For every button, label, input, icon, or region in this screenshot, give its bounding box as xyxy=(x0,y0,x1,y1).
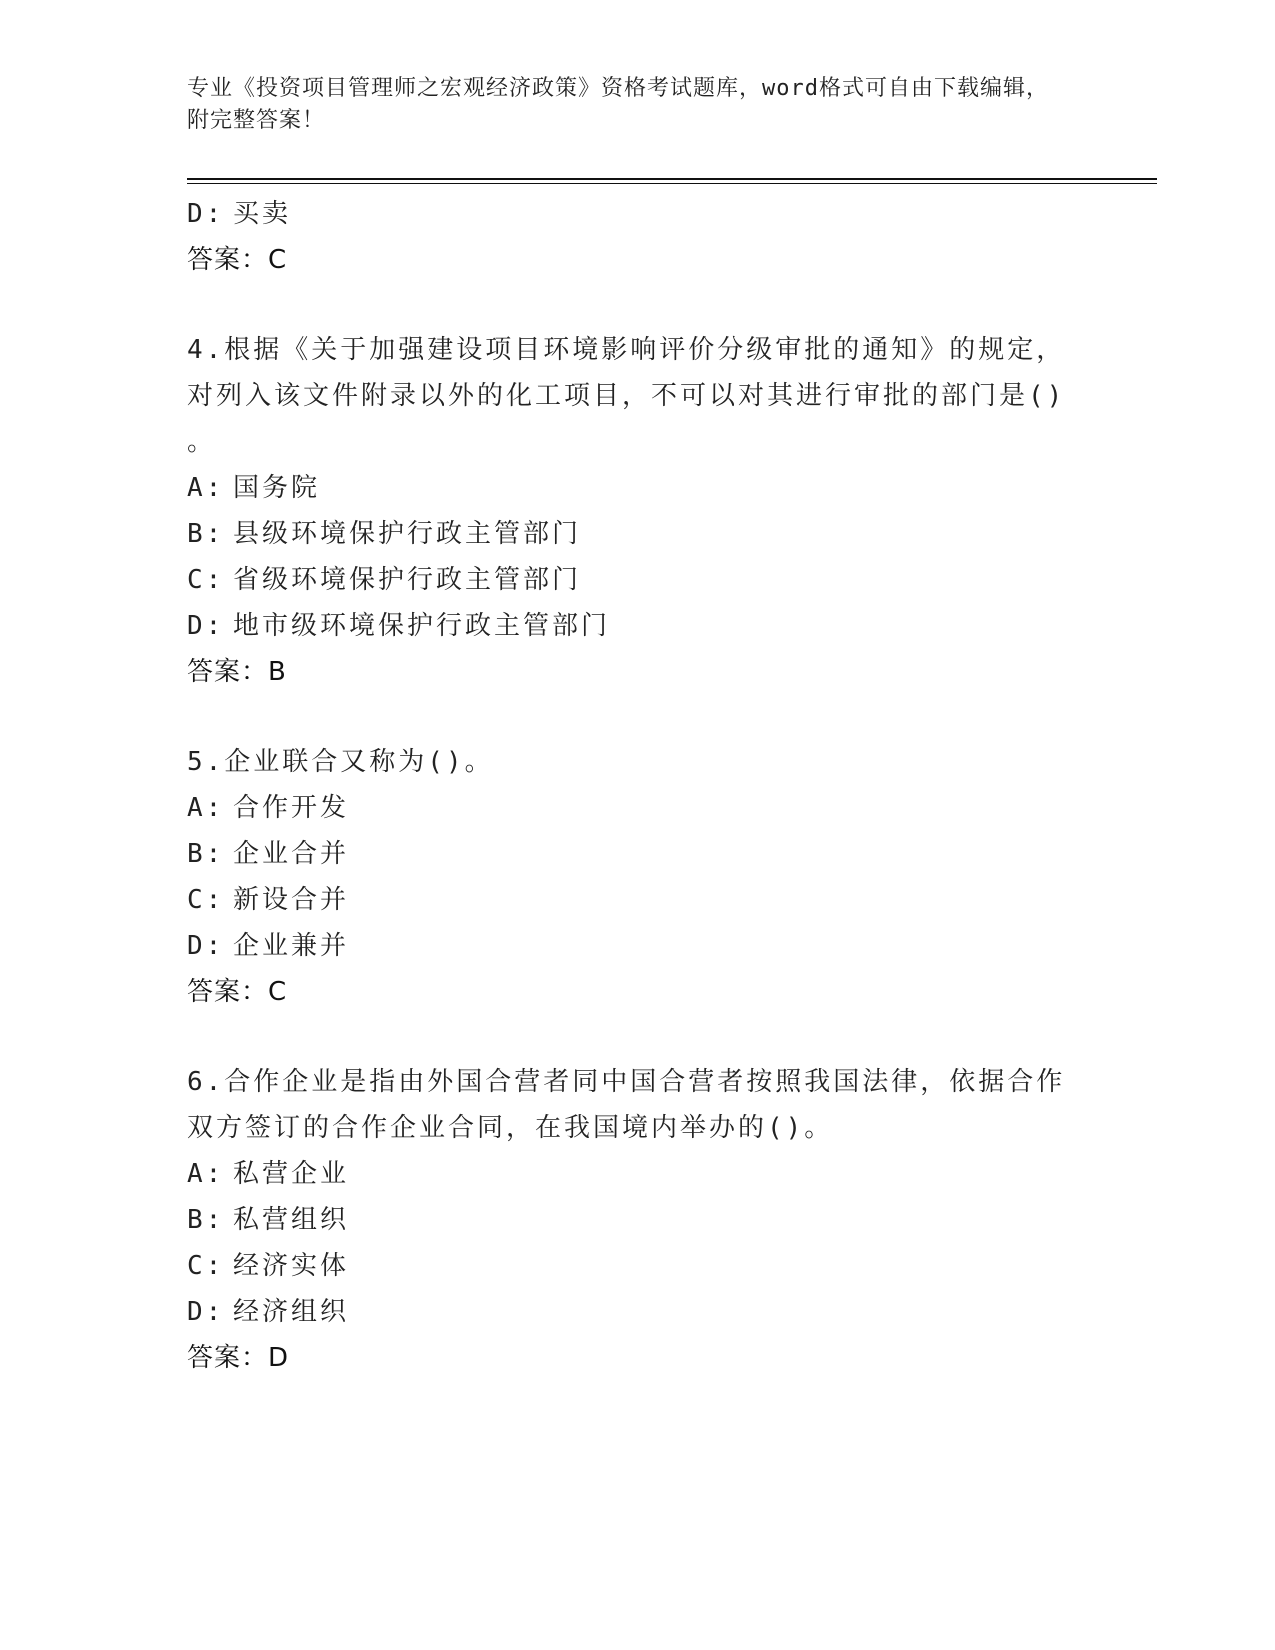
option-text: 企业合并 xyxy=(233,839,350,869)
option-c xyxy=(187,1243,1087,1289)
option-label: A: xyxy=(187,793,225,823)
option-b xyxy=(187,511,1087,557)
question-text-line: 4.根据《关于加强建设项目环境影响评价分级审批的通知》的规定， xyxy=(187,335,1066,365)
option-text: 私营组织 xyxy=(233,1205,350,1235)
option-b xyxy=(187,831,1087,877)
answer-line: 答案：D xyxy=(187,1343,290,1373)
document-header: 专业《投资项目管理师之宏观经济政策》资格考试题库，word格式可自由下载编辑，附完整答案！ xyxy=(187,76,1049,133)
option-text: 国务院 xyxy=(233,473,321,503)
option-text: 省级环境保护行政主管部门 xyxy=(233,565,582,595)
option-c xyxy=(187,877,1087,923)
option-label: C: xyxy=(187,885,225,915)
option-label: D: xyxy=(187,931,225,961)
option-text: 经济实体 xyxy=(233,1251,350,1281)
answer-line: 答案：C xyxy=(187,977,288,1007)
header-rule-thin xyxy=(187,183,1157,184)
question-text-line: 5.企业联合又称为()。 xyxy=(187,747,494,777)
option-a xyxy=(187,785,1087,831)
option-label: D: xyxy=(187,611,225,641)
option-text: 新设合并 xyxy=(233,885,350,915)
option-label: C: xyxy=(187,1251,225,1281)
option-text: 合作开发 xyxy=(233,793,350,823)
option-text: 地市级环境保护行政主管部门 xyxy=(233,611,611,641)
option-label: D: xyxy=(187,199,225,229)
option-a xyxy=(187,465,1087,511)
option-label: B: xyxy=(187,519,225,549)
question-text-line: 双方签订的合作企业合同，在我国境内举办的()。 xyxy=(187,1113,834,1143)
option-d xyxy=(187,1289,1087,1335)
question-5 xyxy=(187,739,1087,1015)
answer-line: 答案：B xyxy=(187,657,287,687)
question-text-line: 。 xyxy=(187,427,217,457)
question-text-line: 6.合作企业是指由外国合营者同中国合营者按照我国法律，依据合作 xyxy=(187,1067,1066,1097)
option-label: C: xyxy=(187,565,225,595)
option-d xyxy=(187,603,1087,649)
option-label: B: xyxy=(187,839,225,869)
option-text: 经济组织 xyxy=(233,1297,350,1327)
question-6 xyxy=(187,1059,1087,1381)
option-text: 企业兼并 xyxy=(233,931,350,961)
document-body xyxy=(187,191,1087,1381)
option-text: 私营企业 xyxy=(233,1159,350,1189)
option-label: A: xyxy=(187,1159,225,1189)
option-c xyxy=(187,557,1087,603)
option-text: 买卖 xyxy=(233,199,292,229)
option-label: A: xyxy=(187,473,225,503)
option-text: 县级环境保护行政主管部门 xyxy=(233,519,582,549)
question-4 xyxy=(187,327,1087,695)
option-b xyxy=(187,1197,1087,1243)
question-text-line: 对列入该文件附录以外的化工项目，不可以对其进行审批的部门是() xyxy=(187,381,1066,411)
option-label: B: xyxy=(187,1205,225,1235)
option-d xyxy=(187,191,1087,237)
option-a xyxy=(187,1151,1087,1197)
option-d xyxy=(187,923,1087,969)
question-3-tail xyxy=(187,191,1087,283)
option-label: D: xyxy=(187,1297,225,1327)
answer-line: 答案：C xyxy=(187,245,288,275)
header-rule-thick xyxy=(187,178,1157,180)
